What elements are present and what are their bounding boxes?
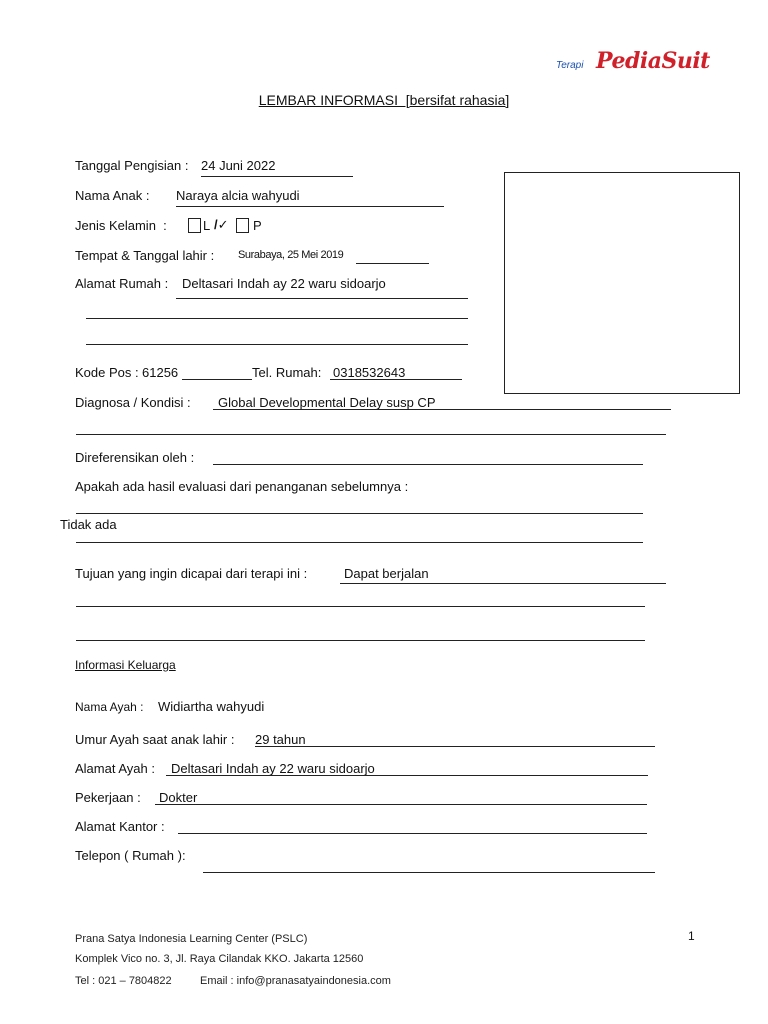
jenis-kelamin-label: Jenis Kelamin : bbox=[75, 218, 167, 233]
kode-pos-line bbox=[182, 379, 252, 380]
alamat-ayah-label: Alamat Ayah : bbox=[75, 761, 159, 776]
nama-ayah-value[interactable]: Widiartha wahyudi bbox=[158, 699, 265, 714]
diagnosa-line-1 bbox=[213, 409, 671, 410]
kode-pos-value[interactable]: 61256 bbox=[142, 365, 179, 380]
evaluasi-line-2 bbox=[76, 542, 643, 543]
photo-box bbox=[504, 172, 740, 394]
tujuan-line-2 bbox=[76, 606, 645, 607]
alamat-kantor-label: Alamat Kantor : bbox=[75, 819, 165, 834]
tempat-tanggal-lahir-line bbox=[356, 263, 429, 264]
tempat-tanggal-lahir-value[interactable]: Surabaya, 25 Mei 2019 bbox=[238, 249, 344, 261]
tempat-tanggal-lahir-label: Tempat & Tanggal lahir : bbox=[75, 248, 218, 263]
logo-brand-text: PediaSuit bbox=[596, 48, 710, 74]
diagnosa-value[interactable]: Global Developmental Delay susp CP bbox=[218, 395, 436, 410]
umur-ayah-line bbox=[255, 746, 655, 747]
tel-rumah-line bbox=[330, 379, 462, 380]
option-l-label: L bbox=[203, 218, 211, 233]
tanggal-pengisian-line bbox=[201, 176, 353, 177]
evaluasi-line-1 bbox=[76, 513, 643, 514]
tanggal-pengisian-label: Tanggal Pengisian : bbox=[75, 158, 189, 173]
kode-pos-label: Kode Pos : bbox=[75, 365, 139, 380]
option-p-label: P bbox=[253, 218, 262, 233]
tel-rumah-label: Tel. Rumah: bbox=[252, 365, 325, 380]
nama-ayah-label: Nama Ayah : bbox=[75, 700, 147, 714]
umur-ayah-label: Umur Ayah saat anak lahir : bbox=[75, 732, 235, 747]
pekerjaan-line bbox=[155, 804, 647, 805]
telepon-line[interactable] bbox=[203, 872, 655, 873]
footer-org: Prana Satya Indonesia Learning Center (PSLC) bbox=[75, 933, 308, 945]
footer-address: Komplek Vico no. 3, Jl. Raya Cilandak KKO. Jakarta 12560 bbox=[75, 953, 364, 965]
alamat-kantor-line[interactable] bbox=[178, 833, 647, 834]
diagnosa-label: Diagnosa / Kondisi : bbox=[75, 395, 191, 410]
umur-ayah-value[interactable]: 29 tahun bbox=[255, 732, 306, 747]
tel-rumah-value[interactable]: 0318532643 bbox=[333, 365, 406, 380]
evaluasi-value[interactable]: Tidak ada bbox=[60, 517, 117, 532]
tujuan-line-3 bbox=[76, 640, 645, 641]
page-number: 1 bbox=[688, 929, 695, 943]
tujuan-label: Tujuan yang ingin dicapai dari terapi ini : bbox=[75, 566, 311, 581]
page-title: LEMBAR INFORMASI [bersifat rahasia] bbox=[258, 92, 510, 108]
checkbox-l[interactable] bbox=[188, 218, 201, 233]
alamat-ayah-line bbox=[166, 775, 648, 776]
evaluasi-label: Apakah ada hasil evaluasi dari penanganan sebelumnya : bbox=[75, 479, 409, 494]
direferensikan-line[interactable] bbox=[213, 464, 643, 465]
pekerjaan-label: Pekerjaan : bbox=[75, 790, 141, 805]
alamat-ayah-value[interactable]: Deltasari Indah ay 22 waru sidoarjo bbox=[171, 761, 375, 776]
logo bbox=[556, 48, 710, 82]
footer-email: Email : info@pranasatyaindonesia.com bbox=[200, 975, 391, 987]
footer-tel: Tel : 021 – 7804822 bbox=[75, 975, 172, 987]
check-mark: /✓ bbox=[214, 217, 229, 232]
checkbox-p[interactable] bbox=[236, 218, 249, 233]
nama-anak-value[interactable]: Naraya alcia wahyudi bbox=[176, 188, 300, 203]
alamat-rumah-value[interactable]: Deltasari Indah ay 22 waru sidoarjo bbox=[182, 276, 386, 291]
pekerjaan-value[interactable]: Dokter bbox=[159, 790, 198, 805]
tujuan-value[interactable]: Dapat berjalan bbox=[344, 566, 429, 581]
tanggal-pengisian-value[interactable]: 24 Juni 2022 bbox=[201, 158, 276, 173]
nama-anak-label: Nama Anak : bbox=[75, 188, 154, 203]
nama-anak-line bbox=[176, 206, 444, 207]
family-section-heading: Informasi Keluarga bbox=[75, 658, 176, 672]
diagnosa-line-2 bbox=[76, 434, 666, 435]
alamat-rumah-label: Alamat Rumah : bbox=[75, 276, 172, 291]
alamat-rumah-line-1 bbox=[176, 298, 468, 299]
logo-small-text: Terapi bbox=[556, 60, 584, 71]
alamat-rumah-line-3 bbox=[86, 344, 468, 345]
tujuan-line-1 bbox=[340, 583, 666, 584]
direferensikan-label: Direferensikan oleh : bbox=[75, 450, 195, 465]
telepon-label: Telepon ( Rumah ): bbox=[75, 848, 186, 863]
alamat-rumah-line-2 bbox=[86, 318, 468, 319]
